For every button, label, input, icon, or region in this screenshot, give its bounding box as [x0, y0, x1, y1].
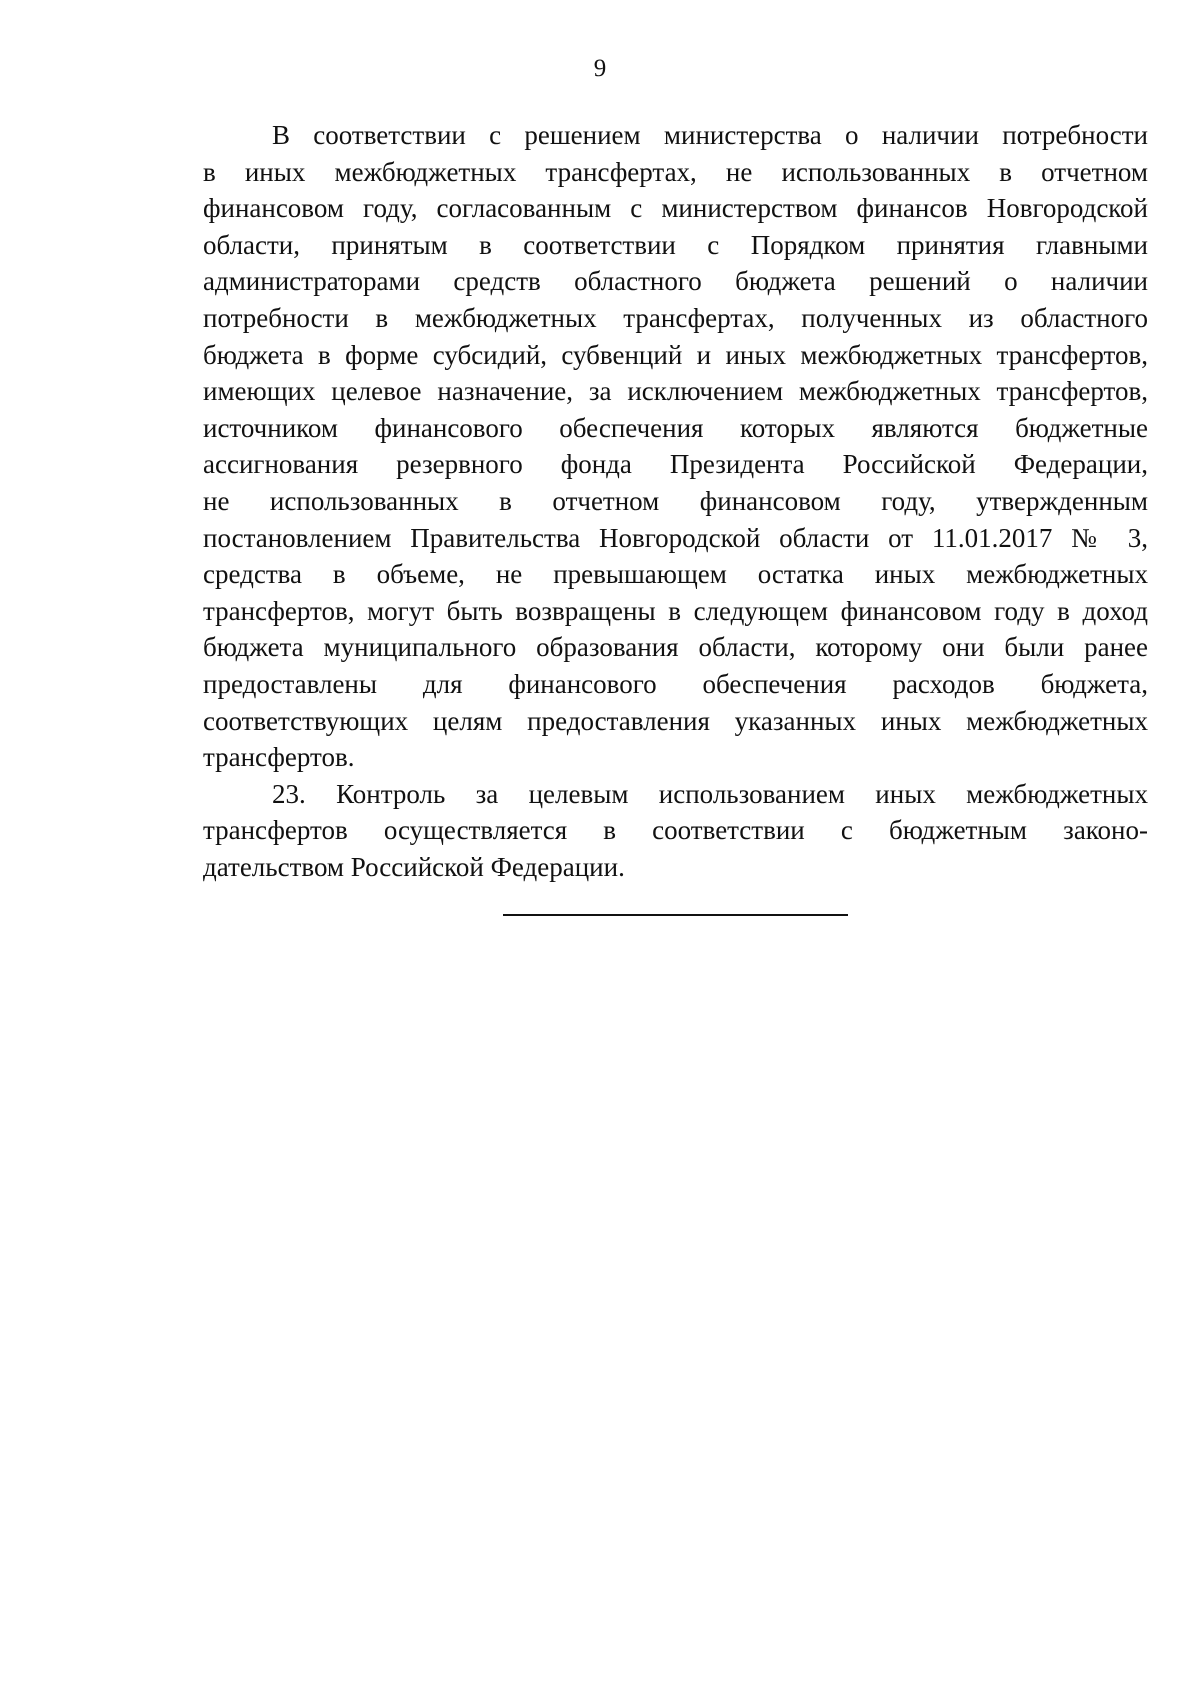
paragraph-1-line: бюджета в форме субсидий, субвенций и иных межбюджетных трансфертов, [203, 339, 1148, 370]
paragraph-1-line: не использованных в отчетном финансовом году, утвержденным [203, 485, 1148, 516]
paragraph-1-line: финансовом году, согласованным с министерством финансов Новгородской [203, 193, 1148, 224]
paragraph-1-line: ассигнования резервного фонда Президента Российской Федерации, [203, 449, 1148, 480]
paragraph-2-line: дательством Российской Федерации. [203, 851, 625, 882]
paragraph-1-line: трансфертов, могут быть возвращены в следующем финансовом году в доход [203, 595, 1148, 626]
paragraph-1-line: администраторами средств областного бюджета решений о наличии [203, 266, 1148, 297]
end-separator-line [503, 914, 848, 916]
page-number: 9 [593, 55, 607, 82]
paragraph-1-line: трансфертов. [203, 742, 355, 773]
paragraph-1-line: предоставлены для финансового обеспечения расходов бюджета, [203, 668, 1148, 699]
paragraph-2-line: 23. Контроль за целевым использованием иных межбюджетных [272, 778, 1148, 809]
document-body [203, 117, 1148, 885]
paragraph-1-line: соответствующих целям предоставления указанных иных межбюджетных [203, 705, 1148, 736]
paragraph-1-line: бюджета муниципального образования области, которому они были ранее [203, 632, 1148, 663]
paragraph-2-line: трансфертов осуществляется в соответствии с бюджетным законо- [203, 815, 1148, 846]
paragraph-1-line: средства в объеме, не превышающем остатка иных межбюджетных [203, 559, 1148, 590]
paragraph-1-line: В соответствии с решением министерства о наличии потребности [272, 120, 1148, 150]
paragraph-1-line: имеющих целевое назначение, за исключением межбюджетных трансфертов, [203, 376, 1148, 407]
paragraph-1-line: потребности в межбюджетных трансфертах, полученных из областного [203, 302, 1148, 333]
paragraph-1 [203, 117, 1148, 776]
paragraph-1-line: области, принятым в соответствии с Порядком принятия главными [203, 229, 1148, 260]
paragraph-2 [203, 776, 1148, 886]
paragraph-1-line: постановлением Правительства Новгородской области от 11.01.2017 № 3, [203, 522, 1148, 553]
paragraph-1-line: источником финансового обеспечения которых являются бюджетные [203, 412, 1148, 443]
paragraph-1-line: в иных межбюджетных трансфертах, не использованных в отчетном [203, 156, 1148, 187]
